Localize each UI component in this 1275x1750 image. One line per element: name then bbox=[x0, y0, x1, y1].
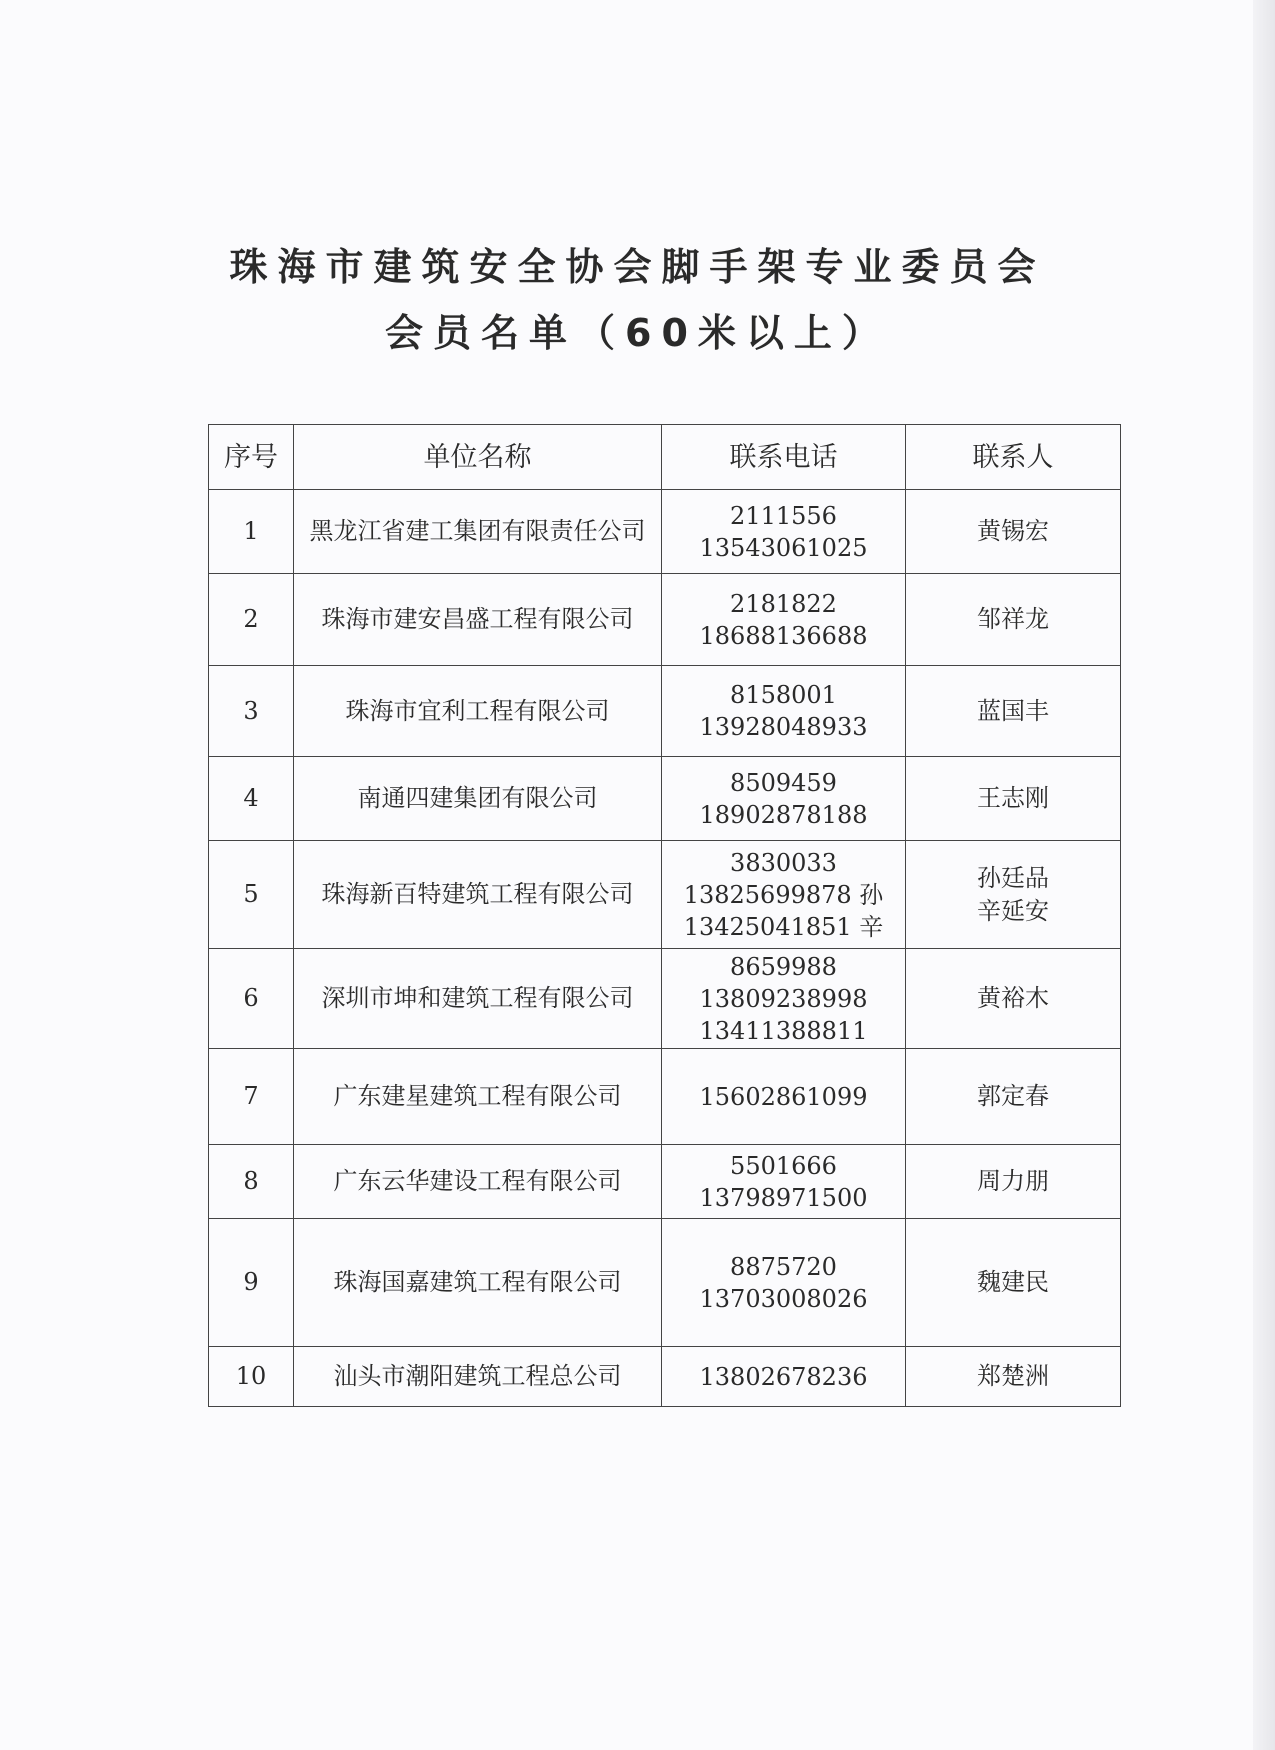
row-phone bbox=[662, 841, 906, 949]
document-subtitle: 会员名单（60米以上） bbox=[385, 311, 890, 355]
row-phone bbox=[662, 574, 906, 666]
phone-number: 13825699878 孙 bbox=[683, 880, 884, 909]
row-index: 4 bbox=[209, 757, 294, 841]
contact-person: 孙廷品 bbox=[977, 863, 1049, 892]
phone-number: 8875720 bbox=[730, 1252, 837, 1281]
row-contact bbox=[906, 666, 1121, 757]
row-company: 南通四建集团有限公司 bbox=[294, 757, 662, 841]
contact-person: 王志刚 bbox=[977, 784, 1049, 812]
row-index: 3 bbox=[209, 666, 294, 757]
phone-number: 18902878188 bbox=[699, 800, 868, 829]
row-index: 10 bbox=[209, 1347, 294, 1407]
header-index: 序号 bbox=[209, 425, 294, 490]
row-contact bbox=[906, 757, 1121, 841]
row-index: 6 bbox=[209, 949, 294, 1049]
table-row bbox=[209, 1219, 1121, 1347]
row-index: 1 bbox=[209, 490, 294, 574]
contact-person: 辛延安 bbox=[977, 896, 1049, 925]
row-company: 深圳市坤和建筑工程有限公司 bbox=[294, 949, 662, 1049]
phone-number: 15602861099 bbox=[699, 1082, 868, 1111]
row-contact bbox=[906, 1049, 1121, 1145]
phone-number: 13411388811 bbox=[699, 1016, 868, 1045]
row-phone bbox=[662, 1347, 906, 1407]
row-phone bbox=[662, 1145, 906, 1219]
row-phone bbox=[662, 490, 906, 574]
phone-number: 3830033 bbox=[730, 848, 837, 877]
row-phone bbox=[662, 1049, 906, 1145]
table-body bbox=[209, 490, 1121, 1407]
phone-number: 5501666 bbox=[730, 1151, 837, 1180]
row-index: 8 bbox=[209, 1145, 294, 1219]
row-company: 珠海市宜利工程有限公司 bbox=[294, 666, 662, 757]
phone-number: 8158001 bbox=[730, 681, 837, 709]
phone-number: 13798971500 bbox=[699, 1183, 868, 1212]
row-company: 汕头市潮阳建筑工程总公司 bbox=[294, 1347, 662, 1407]
header-phone: 联系电话 bbox=[662, 425, 906, 490]
row-company: 珠海国嘉建筑工程有限公司 bbox=[294, 1219, 662, 1347]
row-contact bbox=[906, 841, 1121, 949]
row-company: 广东云华建设工程有限公司 bbox=[294, 1145, 662, 1219]
phone-number: 8659988 bbox=[730, 952, 837, 981]
table-row bbox=[209, 949, 1121, 1049]
contact-person: 郭定春 bbox=[977, 1082, 1049, 1110]
phone-number: 13928048933 bbox=[699, 713, 868, 741]
row-phone bbox=[662, 666, 906, 757]
member-table bbox=[208, 424, 1121, 1407]
row-contact bbox=[906, 949, 1121, 1049]
contact-person: 郑楚洲 bbox=[977, 1362, 1049, 1390]
row-contact bbox=[906, 1347, 1121, 1407]
table-row bbox=[209, 574, 1121, 666]
phone-number: 13425041851 辛 bbox=[683, 912, 884, 941]
table-row bbox=[209, 841, 1121, 949]
document-title: 珠海市建筑安全协会脚手架专业委员会 bbox=[229, 245, 1046, 289]
phone-number: 13543061025 bbox=[699, 533, 868, 562]
row-index: 2 bbox=[209, 574, 294, 666]
row-index: 5 bbox=[209, 841, 294, 949]
row-phone bbox=[662, 949, 906, 1049]
row-phone bbox=[662, 757, 906, 841]
header-contact: 联系人 bbox=[906, 425, 1121, 490]
phone-number: 8509459 bbox=[730, 768, 837, 797]
table-row bbox=[209, 757, 1121, 841]
row-company: 珠海市建安昌盛工程有限公司 bbox=[294, 574, 662, 666]
row-contact bbox=[906, 490, 1121, 574]
table-row bbox=[209, 490, 1121, 574]
contact-person: 黄裕木 bbox=[977, 984, 1049, 1012]
row-index: 9 bbox=[209, 1219, 294, 1347]
row-contact bbox=[906, 1145, 1121, 1219]
contact-person: 周力朋 bbox=[977, 1167, 1049, 1195]
phone-number: 13802678236 bbox=[699, 1362, 868, 1391]
row-contact bbox=[906, 1219, 1121, 1347]
table-row bbox=[209, 666, 1121, 757]
contact-person: 邹祥龙 bbox=[977, 605, 1049, 633]
row-company: 珠海新百特建筑工程有限公司 bbox=[294, 841, 662, 949]
row-company: 黑龙江省建工集团有限责任公司 bbox=[294, 490, 662, 574]
contact-person: 魏建民 bbox=[977, 1268, 1049, 1296]
row-company: 广东建星建筑工程有限公司 bbox=[294, 1049, 662, 1145]
row-phone bbox=[662, 1219, 906, 1347]
phone-number: 18688136688 bbox=[699, 621, 868, 650]
phone-number: 13703008026 bbox=[699, 1284, 868, 1313]
phone-number: 2111556 bbox=[730, 501, 837, 530]
contact-person: 蓝国丰 bbox=[977, 696, 1049, 725]
table-row bbox=[209, 1347, 1121, 1407]
phone-number: 2181822 bbox=[730, 589, 837, 618]
table-row bbox=[209, 1049, 1121, 1145]
table-row bbox=[209, 1145, 1121, 1219]
table-header-row bbox=[209, 425, 1121, 490]
row-contact bbox=[906, 574, 1121, 666]
phone-number: 13809238998 bbox=[699, 984, 868, 1013]
row-index: 7 bbox=[209, 1049, 294, 1145]
header-company: 单位名称 bbox=[294, 425, 662, 490]
contact-person: 黄锡宏 bbox=[977, 517, 1049, 545]
